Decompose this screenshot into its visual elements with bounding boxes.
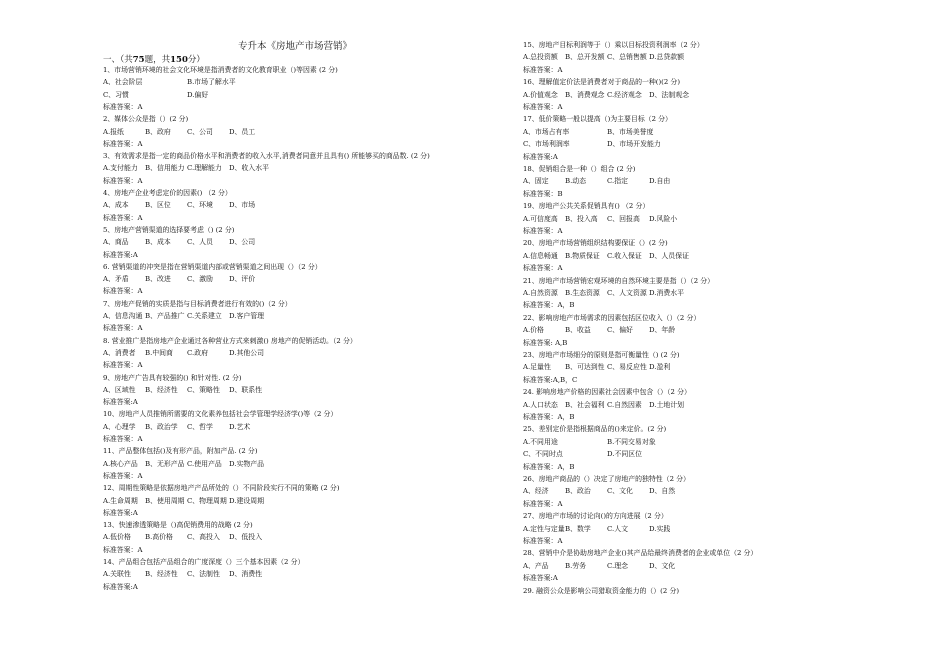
- question-text: 1、市场营销环境的社会文化环境是指消费者的文化教育职业（)等因素 (2 分): [103, 66, 338, 74]
- option-row: [523, 214, 691, 224]
- option-row: [523, 52, 691, 62]
- answer-option: D、人员保证: [649, 251, 689, 260]
- standard-answer: 标准答案：A: [103, 139, 143, 148]
- document-title: 专升本《房地产市场营销》: [238, 41, 353, 52]
- answer-option: D、收入水平: [229, 164, 269, 173]
- answer-option: B、信用能力: [145, 164, 185, 173]
- question-text: 25、差别定价是指根据商品的()来定价。(2 分): [523, 425, 667, 434]
- answer-option: C、易反应性: [607, 363, 647, 372]
- option-row: [103, 459, 271, 469]
- question-text: 17、低价策略一般以提高（)为主要目标（2 分）: [523, 115, 672, 124]
- answer-option: C、环境: [187, 201, 213, 210]
- answer-option: C.指定: [607, 177, 628, 186]
- standard-answer: 标准答案:A: [103, 398, 138, 407]
- answer-option: D.实物产品: [229, 459, 265, 468]
- option-row: [103, 77, 271, 87]
- answer-option: C、回报高: [607, 214, 640, 223]
- section-suffix: 分）: [187, 55, 205, 65]
- option-row: [103, 422, 271, 432]
- option-row: [523, 288, 691, 298]
- answer-option: D.风险小: [649, 214, 678, 223]
- answer-option: B、成本: [145, 238, 171, 247]
- answer-option: C.政府: [187, 348, 208, 357]
- standard-answer: 标准答案：A: [103, 435, 143, 443]
- option-row: [103, 385, 271, 395]
- question-text: 10、房地产人员推销所需要的文化素养包括社会学管理学经济学()等（2 分）: [103, 410, 338, 419]
- answer-option: B、产品推广: [145, 312, 185, 320]
- question-text: 22、影响房地产市场需求的因素包括区位收入（）（2 分）: [523, 313, 701, 322]
- answer-option: A、消费者: [103, 348, 136, 357]
- answer-option: A、矛盾: [103, 275, 129, 284]
- question-text: 27、房地产市场的讨论向()的方向进展（2 分）: [523, 512, 668, 521]
- section-prefix: 一、（共: [103, 55, 133, 65]
- option-row: [103, 532, 271, 542]
- answer-option: B、区位: [145, 201, 171, 210]
- answer-option: C、哲学: [187, 422, 213, 431]
- option-row: [523, 325, 691, 335]
- question-text: 4、房地产企业考虑定价的因素() （2 分）: [103, 189, 232, 197]
- question-text: 13、快速渗透策略是（)高促销费用的战略 (2 分): [103, 521, 253, 530]
- answer-option: C、市场利润率: [523, 140, 570, 149]
- standard-answer: 标准答案:A: [523, 152, 558, 161]
- answer-option: D、年龄: [649, 326, 676, 335]
- section-score: 150: [170, 55, 188, 65]
- answer-option: A.价格: [523, 326, 544, 335]
- answer-option: B、经济性: [145, 570, 178, 579]
- option-row: [103, 127, 271, 137]
- question-text: 16、理解值定价法是消费者对于商品的一种()(2 分): [523, 78, 681, 87]
- answer-option: C、物理周期: [187, 496, 227, 505]
- answer-option: C、人文资源: [607, 289, 647, 297]
- option-row: [523, 176, 691, 186]
- answer-option: A.低价格: [103, 533, 131, 542]
- question-text: 20、房地产市场营销组织结构要保证（）(2 分): [523, 239, 668, 248]
- answer-option: C、公司: [187, 127, 213, 136]
- option-row: [523, 139, 691, 149]
- option-row: [523, 437, 691, 447]
- standard-answer: 标准答案：A: [103, 287, 143, 296]
- option-row: [523, 90, 691, 100]
- answer-option: B、社会福利: [565, 400, 605, 409]
- option-row: [103, 311, 271, 321]
- answer-option: B.高价格: [145, 533, 173, 542]
- answer-option: B、改进: [145, 275, 171, 284]
- answer-option: A.生命周期: [103, 496, 138, 505]
- question-text: 9、房地产广告具有较强的() 和针对性. (2 分): [103, 373, 242, 382]
- question-text: 23、房地产市场细分的原则是指可衡量性（) (2 分): [523, 351, 680, 359]
- standard-answer: 标准答案:A: [103, 508, 138, 517]
- answer-option: B、总开发额: [565, 53, 605, 62]
- answer-option: B.劳务: [565, 561, 587, 570]
- standard-answer: 标准答案：A: [103, 545, 143, 554]
- option-row: [103, 348, 271, 358]
- answer-option: D.客户管理: [229, 312, 265, 320]
- standard-answer: 标准答案：A: [103, 102, 143, 111]
- standard-answer: 标准答案：A，B: [523, 301, 575, 310]
- answer-option: B、收益: [565, 326, 591, 335]
- answer-option: D、公司: [229, 238, 256, 247]
- answer-option: D、市场开发能力: [607, 140, 661, 149]
- standard-answer: 标准答案:A: [103, 250, 138, 259]
- answer-option: A、产品: [523, 561, 549, 570]
- answer-option: A.不同用途: [523, 437, 558, 446]
- answer-option: C.理念: [607, 561, 628, 570]
- answer-option: B、消费观念: [565, 90, 605, 99]
- answer-option: A、商品: [103, 238, 129, 247]
- question-text: 8. 营业推广是指房地产企业通过各种营业方式来刺激() 房地产的促销活动。（2 分）: [103, 336, 357, 345]
- answer-option: D.实践: [649, 524, 671, 533]
- answer-option: D、联系性: [229, 385, 263, 394]
- answer-option: D、文化: [649, 561, 676, 570]
- answer-option: A.支付能力: [103, 164, 138, 173]
- standard-answer: 标准答案：A: [103, 361, 143, 370]
- answer-option: C.人文: [607, 524, 628, 533]
- answer-option: C、高投入: [187, 533, 220, 542]
- answer-option: A.人口状态: [523, 400, 558, 409]
- question-text: 26、房地产商品的（）决定了房地产的独特性（2 分）: [523, 475, 690, 483]
- option-row: [523, 251, 691, 261]
- answer-option: B.市场了解水平: [187, 78, 236, 87]
- answer-option: B.不同交易对象: [607, 437, 656, 446]
- answer-option: D.盈利: [649, 363, 671, 372]
- answer-option: C.使用产品: [187, 459, 222, 468]
- answer-option: A、固定: [523, 177, 549, 186]
- answer-option: C、激励: [187, 275, 213, 284]
- answer-option: D.偏好: [187, 90, 209, 99]
- standard-answer: 标准答案：A: [523, 227, 563, 235]
- option-row: [103, 163, 271, 173]
- answer-option: B、政治: [565, 487, 591, 496]
- answer-option: D、评价: [229, 275, 256, 284]
- answer-option: A.自然资源: [523, 289, 558, 297]
- answer-option: B、可达到性: [565, 363, 605, 372]
- answer-option: A、心理学: [103, 422, 136, 431]
- answer-option: C、文化: [607, 487, 633, 496]
- answer-option: C.经济观念: [607, 90, 642, 99]
- standard-answer: 标准答案:A: [103, 582, 138, 591]
- answer-option: C、人员: [187, 238, 213, 247]
- answer-option: C、法制性: [187, 570, 220, 579]
- answer-option: B.物质保证: [565, 251, 600, 260]
- answer-option: A.总投资额: [523, 53, 558, 62]
- answer-option: A.核心产品: [103, 459, 138, 468]
- answer-option: A、经济: [523, 487, 549, 496]
- answer-option: D、自然: [649, 487, 676, 496]
- answer-option: C.关系建立: [187, 312, 222, 320]
- question-text: 14、产品组合包括产品组合的广度深度（）三个基本因素（2 分）: [103, 558, 305, 566]
- answer-option: A、社会阶层: [103, 78, 143, 87]
- answer-option: B、数学: [565, 524, 591, 533]
- option-row: [103, 90, 271, 100]
- answer-option: B、经济性: [145, 385, 178, 394]
- answer-option: D.总贷款额: [649, 53, 685, 62]
- option-row: [523, 561, 691, 571]
- question-text: 5、房地产营销渠道的选择要考虑（) (2 分): [103, 225, 235, 234]
- question-text: 15、房地产目标利润等于（）乘以目标投资利润率（2 分）: [523, 41, 704, 49]
- answer-option: B.动态: [565, 177, 587, 186]
- answer-option: C、策略性: [187, 385, 220, 394]
- answer-option: D.不同区位: [607, 450, 643, 459]
- question-text: 19、房地产公共关系促销具有() （2 分）: [523, 202, 650, 211]
- standard-answer: 标准答案：A: [103, 176, 143, 185]
- answer-option: B、使用周期: [145, 496, 185, 505]
- standard-answer: 标准答案：A，B: [523, 413, 575, 421]
- option-row: [103, 569, 271, 579]
- standard-answer: 标准答案：A: [523, 65, 563, 74]
- option-row: [523, 400, 691, 410]
- answer-option: A.可信度高: [523, 214, 558, 223]
- option-row: [103, 274, 271, 284]
- answer-option: C、习惯: [103, 90, 129, 99]
- answer-option: A、区域性: [103, 385, 136, 394]
- standard-answer: 标准答案：A: [523, 103, 563, 111]
- question-text: 3、有效需求是指一定的商品价格水平和消费者的收入水平,消费者同意并且具有() 所能够买的商品数. (2 分): [103, 152, 430, 161]
- answer-option: B、投入高: [565, 214, 598, 223]
- answer-option: C、总销售额: [607, 53, 647, 62]
- answer-option: B、政治学: [145, 422, 178, 431]
- standard-answer: 标准答案：A: [523, 499, 563, 508]
- option-row: [103, 496, 271, 506]
- option-row: [103, 200, 271, 210]
- section-mid: 题，共: [144, 55, 171, 65]
- answer-option: D.消费水平: [649, 289, 685, 297]
- answer-option: D.自由: [649, 177, 671, 186]
- answer-option: B.生态资源: [565, 289, 600, 297]
- section-count: 75: [132, 55, 145, 65]
- standard-answer: 标准答案：A: [523, 264, 563, 273]
- answer-option: D.土地计划: [649, 400, 685, 409]
- option-row: [523, 486, 691, 496]
- question-text: 21、房地产市场营销宏观环境的自然环境主要是指（）（2 分）: [523, 276, 715, 285]
- answer-option: A.定性与定量: [523, 524, 565, 533]
- answer-option: D.其他公司: [229, 348, 265, 357]
- question-text: 6. 营销渠道的冲突是指在营销渠道内部或营销渠道之间出现（）（2 分）: [103, 262, 322, 271]
- answer-option: D.艺术: [229, 422, 251, 431]
- section-heading: [103, 53, 205, 65]
- answer-option: A、成本: [103, 201, 129, 210]
- standard-answer: 标准答案:A,B，C: [523, 375, 578, 384]
- question-text: 18、促销组合是一种（）组合 (2 分): [523, 165, 636, 173]
- answer-option: A、信息沟通: [103, 312, 143, 320]
- answer-option: D、法制观念: [649, 90, 689, 99]
- answer-option: A.关联性: [103, 570, 131, 579]
- answer-option: A.信息畅通: [523, 251, 558, 260]
- option-row: [523, 127, 691, 137]
- question-text: 24. 影响房地产价格的因素社会因素中包含（）（2 分）: [523, 388, 691, 397]
- question-text: 28、营销中介是协助房地产企业()其产品给最终消费者的企业或单位（2 分）: [523, 549, 758, 558]
- answer-option: D.建设周期: [229, 496, 265, 505]
- option-row: [523, 362, 691, 372]
- answer-option: C、偏好: [607, 326, 633, 335]
- answer-option: A.报纸: [103, 127, 124, 136]
- question-text: 7、房地产促销的实质是指与目标消费者进行有效的()（2 分）: [103, 299, 292, 308]
- answer-option: D、市场: [229, 201, 256, 210]
- answer-option: A.足量性: [523, 363, 551, 372]
- question-text: 2、媒体公众是指（）(2 分): [103, 115, 189, 124]
- standard-answer: 标准答案: A,B: [523, 338, 568, 347]
- answer-option: C、不同时点: [523, 450, 563, 459]
- answer-option: C.收入保证: [607, 251, 642, 260]
- answer-option: C.理解能力: [187, 164, 222, 173]
- answer-option: B、无形产品: [145, 459, 185, 468]
- standard-answer: 标准答案:A: [523, 574, 558, 583]
- standard-answer: 标准答案：A: [103, 471, 143, 480]
- standard-answer: 标准答案：A: [523, 537, 563, 545]
- answer-option: D、低投入: [229, 533, 263, 542]
- option-row: [103, 237, 271, 247]
- standard-answer: 标准答案：B: [523, 189, 563, 198]
- answer-option: B、政府: [145, 127, 171, 136]
- answer-option: B.中间商: [145, 348, 173, 357]
- standard-answer: 标准答案：A: [103, 324, 143, 333]
- option-row: [523, 449, 691, 459]
- question-text: 11、产品整体包括()及有形产品，附加产品. (2 分): [103, 447, 258, 456]
- answer-option: C.自然因素: [607, 400, 642, 409]
- answer-option: D、消费性: [229, 570, 263, 579]
- question-text: 12、周期性策略是依据房地产产品所处的（）不同阶段实行不同的策略 (2 分): [103, 484, 340, 493]
- standard-answer: 标准答案：A: [103, 213, 143, 222]
- question-text: 29. 融资公众是影响公司猎取资金能力的（）(2 分): [523, 586, 680, 595]
- option-row: [523, 524, 691, 534]
- answer-option: B、市场美誉度: [607, 127, 654, 136]
- answer-option: A.价值观念: [523, 90, 558, 99]
- answer-option: A、市场占有率: [523, 127, 570, 136]
- standard-answer: 标准答案：A，B: [523, 462, 575, 471]
- answer-option: D、员工: [229, 127, 256, 136]
